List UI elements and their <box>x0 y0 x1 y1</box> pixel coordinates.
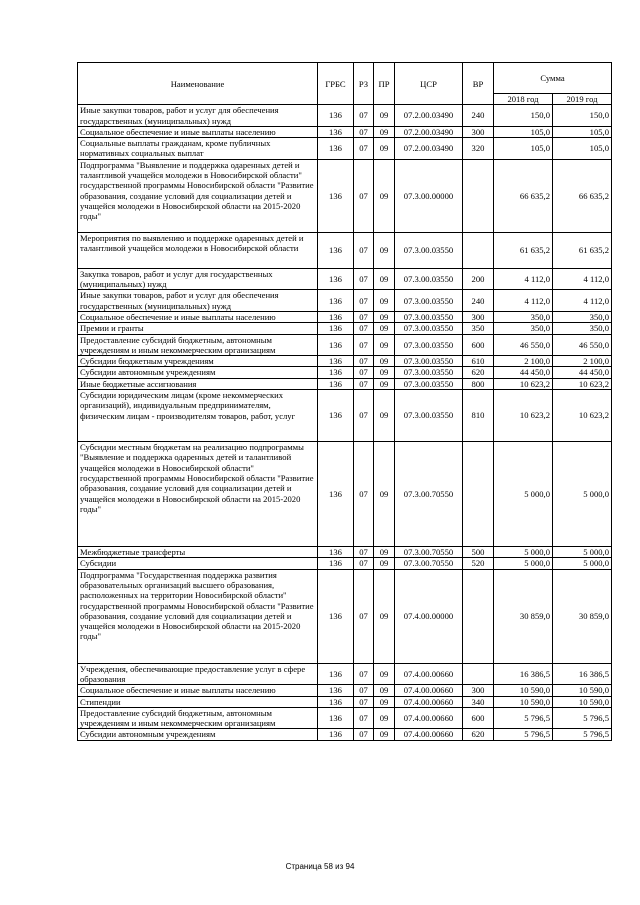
cell-grbs: 136 <box>318 159 354 232</box>
cell-grbs: 136 <box>318 663 354 685</box>
cell-rz: 07 <box>354 547 374 558</box>
cell-s2019: 2 100,0 <box>553 356 612 367</box>
cell-rz: 07 <box>354 390 374 442</box>
table-row <box>78 290 612 312</box>
cell-rz: 07 <box>354 105 374 127</box>
cell-s2019: 5 000,0 <box>553 547 612 558</box>
cell-csr: 07.4.00.00000 <box>395 569 463 663</box>
cell-name: Субсидии юридическим лицам (кроме некоммерческих организаций), индивидуальным предпринимателям, физическим лицам - производителям товаров, работ, услуг <box>78 390 318 442</box>
cell-rz: 07 <box>354 685 374 696</box>
table-row <box>78 390 612 442</box>
cell-s2019: 10 590,0 <box>553 696 612 707</box>
cell-grbs: 136 <box>318 547 354 558</box>
cell-s2018: 61 635,2 <box>494 232 553 268</box>
cell-pr: 09 <box>374 323 395 334</box>
cell-s2018: 10 590,0 <box>494 685 553 696</box>
cell-s2019: 105,0 <box>553 138 612 160</box>
cell-vr: 600 <box>463 707 494 729</box>
cell-rz: 07 <box>354 378 374 389</box>
table-row <box>78 334 612 356</box>
cell-s2018: 5 000,0 <box>494 547 553 558</box>
cell-grbs: 136 <box>318 442 354 547</box>
cell-grbs: 136 <box>318 105 354 127</box>
table-row <box>78 663 612 685</box>
cell-grbs: 136 <box>318 232 354 268</box>
header-name: Наименование <box>78 63 318 105</box>
cell-pr: 09 <box>374 356 395 367</box>
table-row <box>78 311 612 322</box>
cell-s2019: 350,0 <box>553 311 612 322</box>
cell-s2019: 5 000,0 <box>553 442 612 547</box>
cell-csr: 07.3.00.03550 <box>395 323 463 334</box>
cell-pr: 09 <box>374 290 395 312</box>
header-year-2019: 2019 год <box>553 94 612 105</box>
cell-csr: 07.3.00.00000 <box>395 159 463 232</box>
cell-name: Субсидии местным бюджетам на реализацию подпрограммы "Выявление и поддержка одаренных детей и талантливой учащейся молодежи в Новосибирской области" государственной программы Новосибирской области "Развитие образования, создание условий для социализации детей и учащейся молодежи в Новосибирской области на 2015-2020 годы" <box>78 442 318 547</box>
cell-csr: 07.3.00.03550 <box>395 334 463 356</box>
cell-vr <box>463 569 494 663</box>
cell-grbs: 136 <box>318 323 354 334</box>
cell-grbs: 136 <box>318 356 354 367</box>
cell-pr: 09 <box>374 707 395 729</box>
cell-pr: 09 <box>374 547 395 558</box>
cell-s2018: 5 796,5 <box>494 707 553 729</box>
table-row <box>78 268 612 290</box>
cell-rz: 07 <box>354 311 374 322</box>
header-rz: РЗ <box>354 63 374 105</box>
cell-s2018: 5 000,0 <box>494 558 553 569</box>
cell-pr: 09 <box>374 663 395 685</box>
cell-grbs: 136 <box>318 378 354 389</box>
cell-s2019: 5 796,5 <box>553 707 612 729</box>
cell-rz: 07 <box>354 290 374 312</box>
header-csr: ЦСР <box>395 63 463 105</box>
cell-rz: 07 <box>354 367 374 378</box>
cell-name: Закупка товаров, работ и услуг для государственных (муниципальных) нужд <box>78 268 318 290</box>
cell-s2019: 30 859,0 <box>553 569 612 663</box>
cell-s2019: 10 623,2 <box>553 390 612 442</box>
cell-grbs: 136 <box>318 268 354 290</box>
cell-grbs: 136 <box>318 126 354 137</box>
cell-vr: 600 <box>463 334 494 356</box>
cell-s2019: 150,0 <box>553 105 612 127</box>
cell-s2019: 5 796,5 <box>553 729 612 740</box>
cell-pr: 09 <box>374 569 395 663</box>
table-row <box>78 442 612 547</box>
cell-csr: 07.4.00.00660 <box>395 729 463 740</box>
cell-csr: 07.2.00.03490 <box>395 126 463 137</box>
cell-csr: 07.3.00.70550 <box>395 547 463 558</box>
cell-s2018: 30 859,0 <box>494 569 553 663</box>
cell-csr: 07.4.00.00660 <box>395 663 463 685</box>
cell-vr: 300 <box>463 685 494 696</box>
cell-csr: 07.4.00.00660 <box>395 685 463 696</box>
cell-name: Социальное обеспечение и иные выплаты населению <box>78 685 318 696</box>
cell-vr <box>463 663 494 685</box>
cell-name: Иные закупки товаров, работ и услуг для обеспечения государственных (муниципальных) нужд <box>78 105 318 127</box>
cell-name: Социальное обеспечение и иные выплаты населению <box>78 126 318 137</box>
cell-s2019: 105,0 <box>553 126 612 137</box>
table-row <box>78 685 612 696</box>
cell-csr: 07.3.00.03550 <box>395 367 463 378</box>
cell-s2018: 105,0 <box>494 126 553 137</box>
cell-vr: 620 <box>463 729 494 740</box>
cell-pr: 09 <box>374 378 395 389</box>
header-grbs: ГРБС <box>318 63 354 105</box>
cell-s2018: 4 112,0 <box>494 268 553 290</box>
cell-grbs: 136 <box>318 334 354 356</box>
cell-pr: 09 <box>374 232 395 268</box>
cell-grbs: 136 <box>318 685 354 696</box>
table-row <box>78 729 612 740</box>
cell-s2018: 350,0 <box>494 311 553 322</box>
cell-rz: 07 <box>354 126 374 137</box>
cell-pr: 09 <box>374 138 395 160</box>
cell-csr: 07.3.00.03550 <box>395 378 463 389</box>
cell-grbs: 136 <box>318 558 354 569</box>
cell-vr: 610 <box>463 356 494 367</box>
cell-vr: 240 <box>463 290 494 312</box>
header-vr: ВР <box>463 63 494 105</box>
cell-name: Стипендии <box>78 696 318 707</box>
cell-s2018: 5 000,0 <box>494 442 553 547</box>
cell-rz: 07 <box>354 663 374 685</box>
cell-name: Подпрограмма "Государственная поддержка развития образовательных организаций высшего образования, расположенных на территории Новосибирской области" государственной программы Новосибирской области "Развитие образования, создание условий для социализации детей и учащейся молодежи в Новосибирской области на 2015-2020 годы" <box>78 569 318 663</box>
table-row <box>78 367 612 378</box>
cell-rz: 07 <box>354 707 374 729</box>
cell-grbs: 136 <box>318 311 354 322</box>
cell-s2018: 44 450,0 <box>494 367 553 378</box>
cell-s2018: 10 623,2 <box>494 378 553 389</box>
cell-s2019: 61 635,2 <box>553 232 612 268</box>
cell-vr <box>463 232 494 268</box>
cell-vr: 300 <box>463 311 494 322</box>
table-row <box>78 105 612 127</box>
cell-vr: 620 <box>463 367 494 378</box>
cell-grbs: 136 <box>318 707 354 729</box>
header-pr: ПР <box>374 63 395 105</box>
table-row <box>78 356 612 367</box>
cell-vr: 810 <box>463 390 494 442</box>
cell-s2018: 350,0 <box>494 323 553 334</box>
table-row <box>78 126 612 137</box>
cell-s2019: 350,0 <box>553 323 612 334</box>
cell-vr: 520 <box>463 558 494 569</box>
cell-csr: 07.4.00.00660 <box>395 696 463 707</box>
cell-vr: 300 <box>463 126 494 137</box>
cell-vr <box>463 442 494 547</box>
cell-name: Субсидии автономным учреждениям <box>78 367 318 378</box>
cell-rz: 07 <box>354 159 374 232</box>
cell-name: Мероприятия по выявлению и поддержке одаренных детей и талантливой учащейся молодежи в Новосибирской области <box>78 232 318 268</box>
cell-grbs: 136 <box>318 290 354 312</box>
cell-csr: 07.3.00.03550 <box>395 390 463 442</box>
cell-csr: 07.4.00.00660 <box>395 707 463 729</box>
cell-name: Учреждения, обеспечивающие предоставление услуг в сфере образования <box>78 663 318 685</box>
cell-s2018: 10 623,2 <box>494 390 553 442</box>
cell-pr: 09 <box>374 442 395 547</box>
budget-table <box>77 62 612 741</box>
table-body <box>78 105 612 740</box>
cell-vr: 340 <box>463 696 494 707</box>
cell-name: Субсидии автономным учреждениям <box>78 729 318 740</box>
cell-csr: 07.3.00.03550 <box>395 290 463 312</box>
cell-s2019: 10 623,2 <box>553 378 612 389</box>
cell-pr: 09 <box>374 126 395 137</box>
cell-pr: 09 <box>374 105 395 127</box>
cell-csr: 07.3.00.03550 <box>395 268 463 290</box>
cell-name: Иные бюджетные ассигнования <box>78 378 318 389</box>
cell-pr: 09 <box>374 558 395 569</box>
cell-csr: 07.2.00.03490 <box>395 105 463 127</box>
cell-name: Межбюджетные трансферты <box>78 547 318 558</box>
cell-s2018: 46 550,0 <box>494 334 553 356</box>
cell-grbs: 136 <box>318 390 354 442</box>
cell-vr: 200 <box>463 268 494 290</box>
cell-csr: 07.3.00.03550 <box>395 232 463 268</box>
cell-rz: 07 <box>354 138 374 160</box>
cell-rz: 07 <box>354 442 374 547</box>
cell-s2018: 4 112,0 <box>494 290 553 312</box>
table-row <box>78 378 612 389</box>
cell-s2019: 44 450,0 <box>553 367 612 378</box>
cell-pr: 09 <box>374 390 395 442</box>
cell-csr: 07.2.00.03490 <box>395 138 463 160</box>
cell-name: Подпрограмма "Выявление и поддержка одаренных детей и талантливой учащейся молодежи в Новосибирской области" государственной программы Новосибирской области "Развитие образования, создание условий для социализации детей и учащейся молодежи в Новосибирской области на 2015-2020 годы" <box>78 159 318 232</box>
cell-grbs: 136 <box>318 569 354 663</box>
cell-s2018: 2 100,0 <box>494 356 553 367</box>
table-header <box>78 63 612 105</box>
page-number: Страница 58 из 94 <box>285 862 355 871</box>
table-row <box>78 558 612 569</box>
cell-grbs: 136 <box>318 367 354 378</box>
cell-pr: 09 <box>374 159 395 232</box>
cell-vr: 240 <box>463 105 494 127</box>
cell-rz: 07 <box>354 729 374 740</box>
cell-rz: 07 <box>354 696 374 707</box>
cell-name: Иные закупки товаров, работ и услуг для обеспечения государственных (муниципальных) нужд <box>78 290 318 312</box>
cell-rz: 07 <box>354 232 374 268</box>
cell-name: Премии и гранты <box>78 323 318 334</box>
cell-rz: 07 <box>354 323 374 334</box>
header-sum: Сумма <box>494 63 612 94</box>
cell-pr: 09 <box>374 334 395 356</box>
cell-name: Социальные выплаты гражданам, кроме публичных нормативных социальных выплат <box>78 138 318 160</box>
cell-vr: 350 <box>463 323 494 334</box>
cell-pr: 09 <box>374 367 395 378</box>
cell-grbs: 136 <box>318 729 354 740</box>
cell-pr: 09 <box>374 311 395 322</box>
table-row <box>78 159 612 232</box>
cell-s2019: 46 550,0 <box>553 334 612 356</box>
table-row <box>78 547 612 558</box>
table-row <box>78 138 612 160</box>
cell-s2019: 5 000,0 <box>553 558 612 569</box>
cell-rz: 07 <box>354 334 374 356</box>
cell-pr: 09 <box>374 696 395 707</box>
cell-csr: 07.3.00.03550 <box>395 356 463 367</box>
cell-name: Предоставление субсидий бюджетным, автономным учреждениям и иным некоммерческим организациям <box>78 707 318 729</box>
table-row <box>78 696 612 707</box>
cell-grbs: 136 <box>318 696 354 707</box>
cell-s2019: 66 635,2 <box>553 159 612 232</box>
cell-vr: 500 <box>463 547 494 558</box>
cell-vr: 800 <box>463 378 494 389</box>
cell-name: Субсидии <box>78 558 318 569</box>
cell-s2018: 10 590,0 <box>494 696 553 707</box>
table-row <box>78 569 612 663</box>
cell-s2018: 5 796,5 <box>494 729 553 740</box>
cell-s2018: 66 635,2 <box>494 159 553 232</box>
cell-s2018: 16 386,5 <box>494 663 553 685</box>
cell-rz: 07 <box>354 569 374 663</box>
cell-pr: 09 <box>374 729 395 740</box>
cell-csr: 07.3.00.03550 <box>395 311 463 322</box>
cell-rz: 07 <box>354 356 374 367</box>
cell-s2018: 105,0 <box>494 138 553 160</box>
cell-rz: 07 <box>354 558 374 569</box>
cell-rz: 07 <box>354 268 374 290</box>
cell-name: Предоставление субсидий бюджетным, автономным учреждениям и иным некоммерческим организациям <box>78 334 318 356</box>
cell-grbs: 136 <box>318 138 354 160</box>
cell-s2019: 4 112,0 <box>553 290 612 312</box>
table-row <box>78 232 612 268</box>
header-year-2018: 2018 год <box>494 94 553 105</box>
cell-s2019: 16 386,5 <box>553 663 612 685</box>
table-row <box>78 323 612 334</box>
cell-s2019: 4 112,0 <box>553 268 612 290</box>
cell-pr: 09 <box>374 268 395 290</box>
cell-name: Социальное обеспечение и иные выплаты населению <box>78 311 318 322</box>
table-row <box>78 707 612 729</box>
cell-s2018: 150,0 <box>494 105 553 127</box>
cell-vr <box>463 159 494 232</box>
cell-name: Субсидии бюджетным учреждениям <box>78 356 318 367</box>
cell-csr: 07.3.00.70550 <box>395 558 463 569</box>
cell-s2019: 10 590,0 <box>553 685 612 696</box>
cell-pr: 09 <box>374 685 395 696</box>
cell-csr: 07.3.00.70550 <box>395 442 463 547</box>
cell-vr: 320 <box>463 138 494 160</box>
